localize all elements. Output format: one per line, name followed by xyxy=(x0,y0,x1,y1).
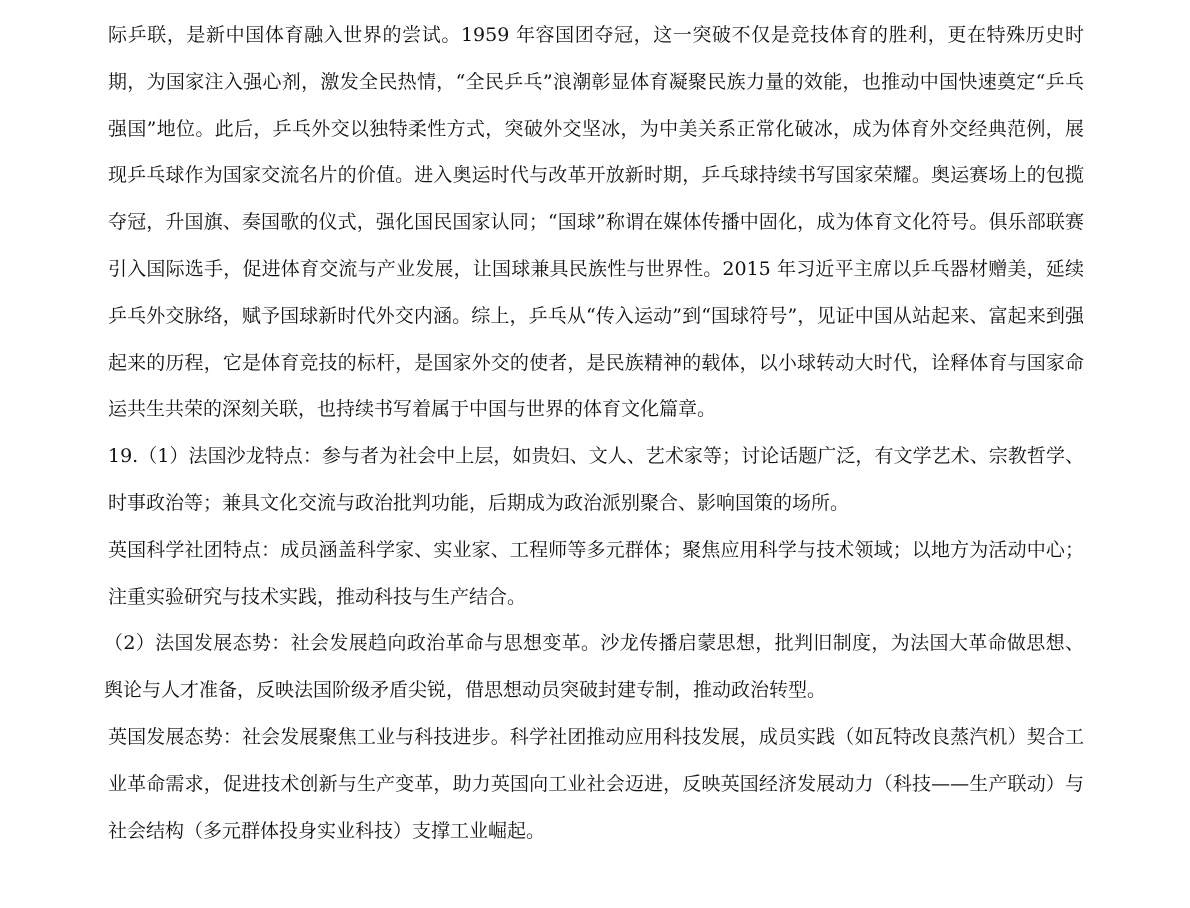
paragraph-q19-part2-france: （2）法国发展态势：社会发展趋向政治革命与思想变革。沙龙传播启蒙思想，批判旧制度，为法国大革命做思想、舆论与人才准备，反映法国阶级矛盾尖锐，借思想动员突破封建专制，推动政治转型。 xyxy=(104,632,1084,702)
paragraph-q19-part1-france: 19.（1）法国沙龙特点：参与者为社会中上层，如贵妇、文人、艺术家等；讨论话题广泛，有文学艺术、宗教哲学、时事政治等；兼具文化交流与政治批判功能，后期成为政治派别聚合、影响国策的场所。 xyxy=(108,445,1084,514)
paragraph-q19-part1-britain: 英国科学社团特点：成员涵盖科学家、实业家、工程师等多元群体；聚焦应用科学与技术领域；以地方为活动中心；注重实验研究与技术实践，推动科技与生产结合。 xyxy=(108,538,1084,608)
paragraph-pingpong-history: 际乒联，是新中国体育融入世界的尝试。1959 年容国团夺冠，这一突破不仅是竞技体育的胜利，更在特殊历史时期，为国家注入强心剂，激发全民热情，“全民乒乓”浪潮彰显体育凝聚民族力量的效能，也推动中国快速奠定“乒乓强国”地位。此后，乒乓外交以独特柔性方式，突破外交坚冰，为中美关系正常化破冰，成为体育外交经典范例，展现乒乓球作为国家交流名片的价值。进入奥运时代与改革开放新时期，乒乓球持续书写国家荣耀。奥运赛场上的包揽夺冠，升国旗、奏国歌的仪式，强化国民国家认同；“国球”称谓在媒体传播中固化，成为体育文化符号。俱乐部联赛引入国际选手，促进体育交流与产业发展，让国球兼具民族性与世界性。2015 年习近平主席以乒乓器材赠美，延续乒乓外交脉络，赋予国球新时代外交内涵。综上，乒乓从“传入运动”到“国球符号”，见证中国从站起来、富起来到强起来的历程，它是体育竞技的标杆，是国家外交的使者，是民族精神的载体，以小球转动大时代，诠释体育与国家命运共生共荣的深刻关联，也持续书写着属于中国与世界的体育文化篇章。 xyxy=(108,24,1084,421)
document-body xyxy=(104,12,1084,854)
paragraph-q19-part2-britain: 英国发展态势：社会发展聚焦工业与科技进步。科学社团推动应用科技发展，成员实践（如瓦特改良蒸汽机）契合工业革命需求，促进技术创新与生产变革，助力英国向工业社会迈进，反映英国经济发展动力（科技——生产联动）与社会结构（多元群体投身实业科技）支撑工业崛起。 xyxy=(108,725,1084,842)
